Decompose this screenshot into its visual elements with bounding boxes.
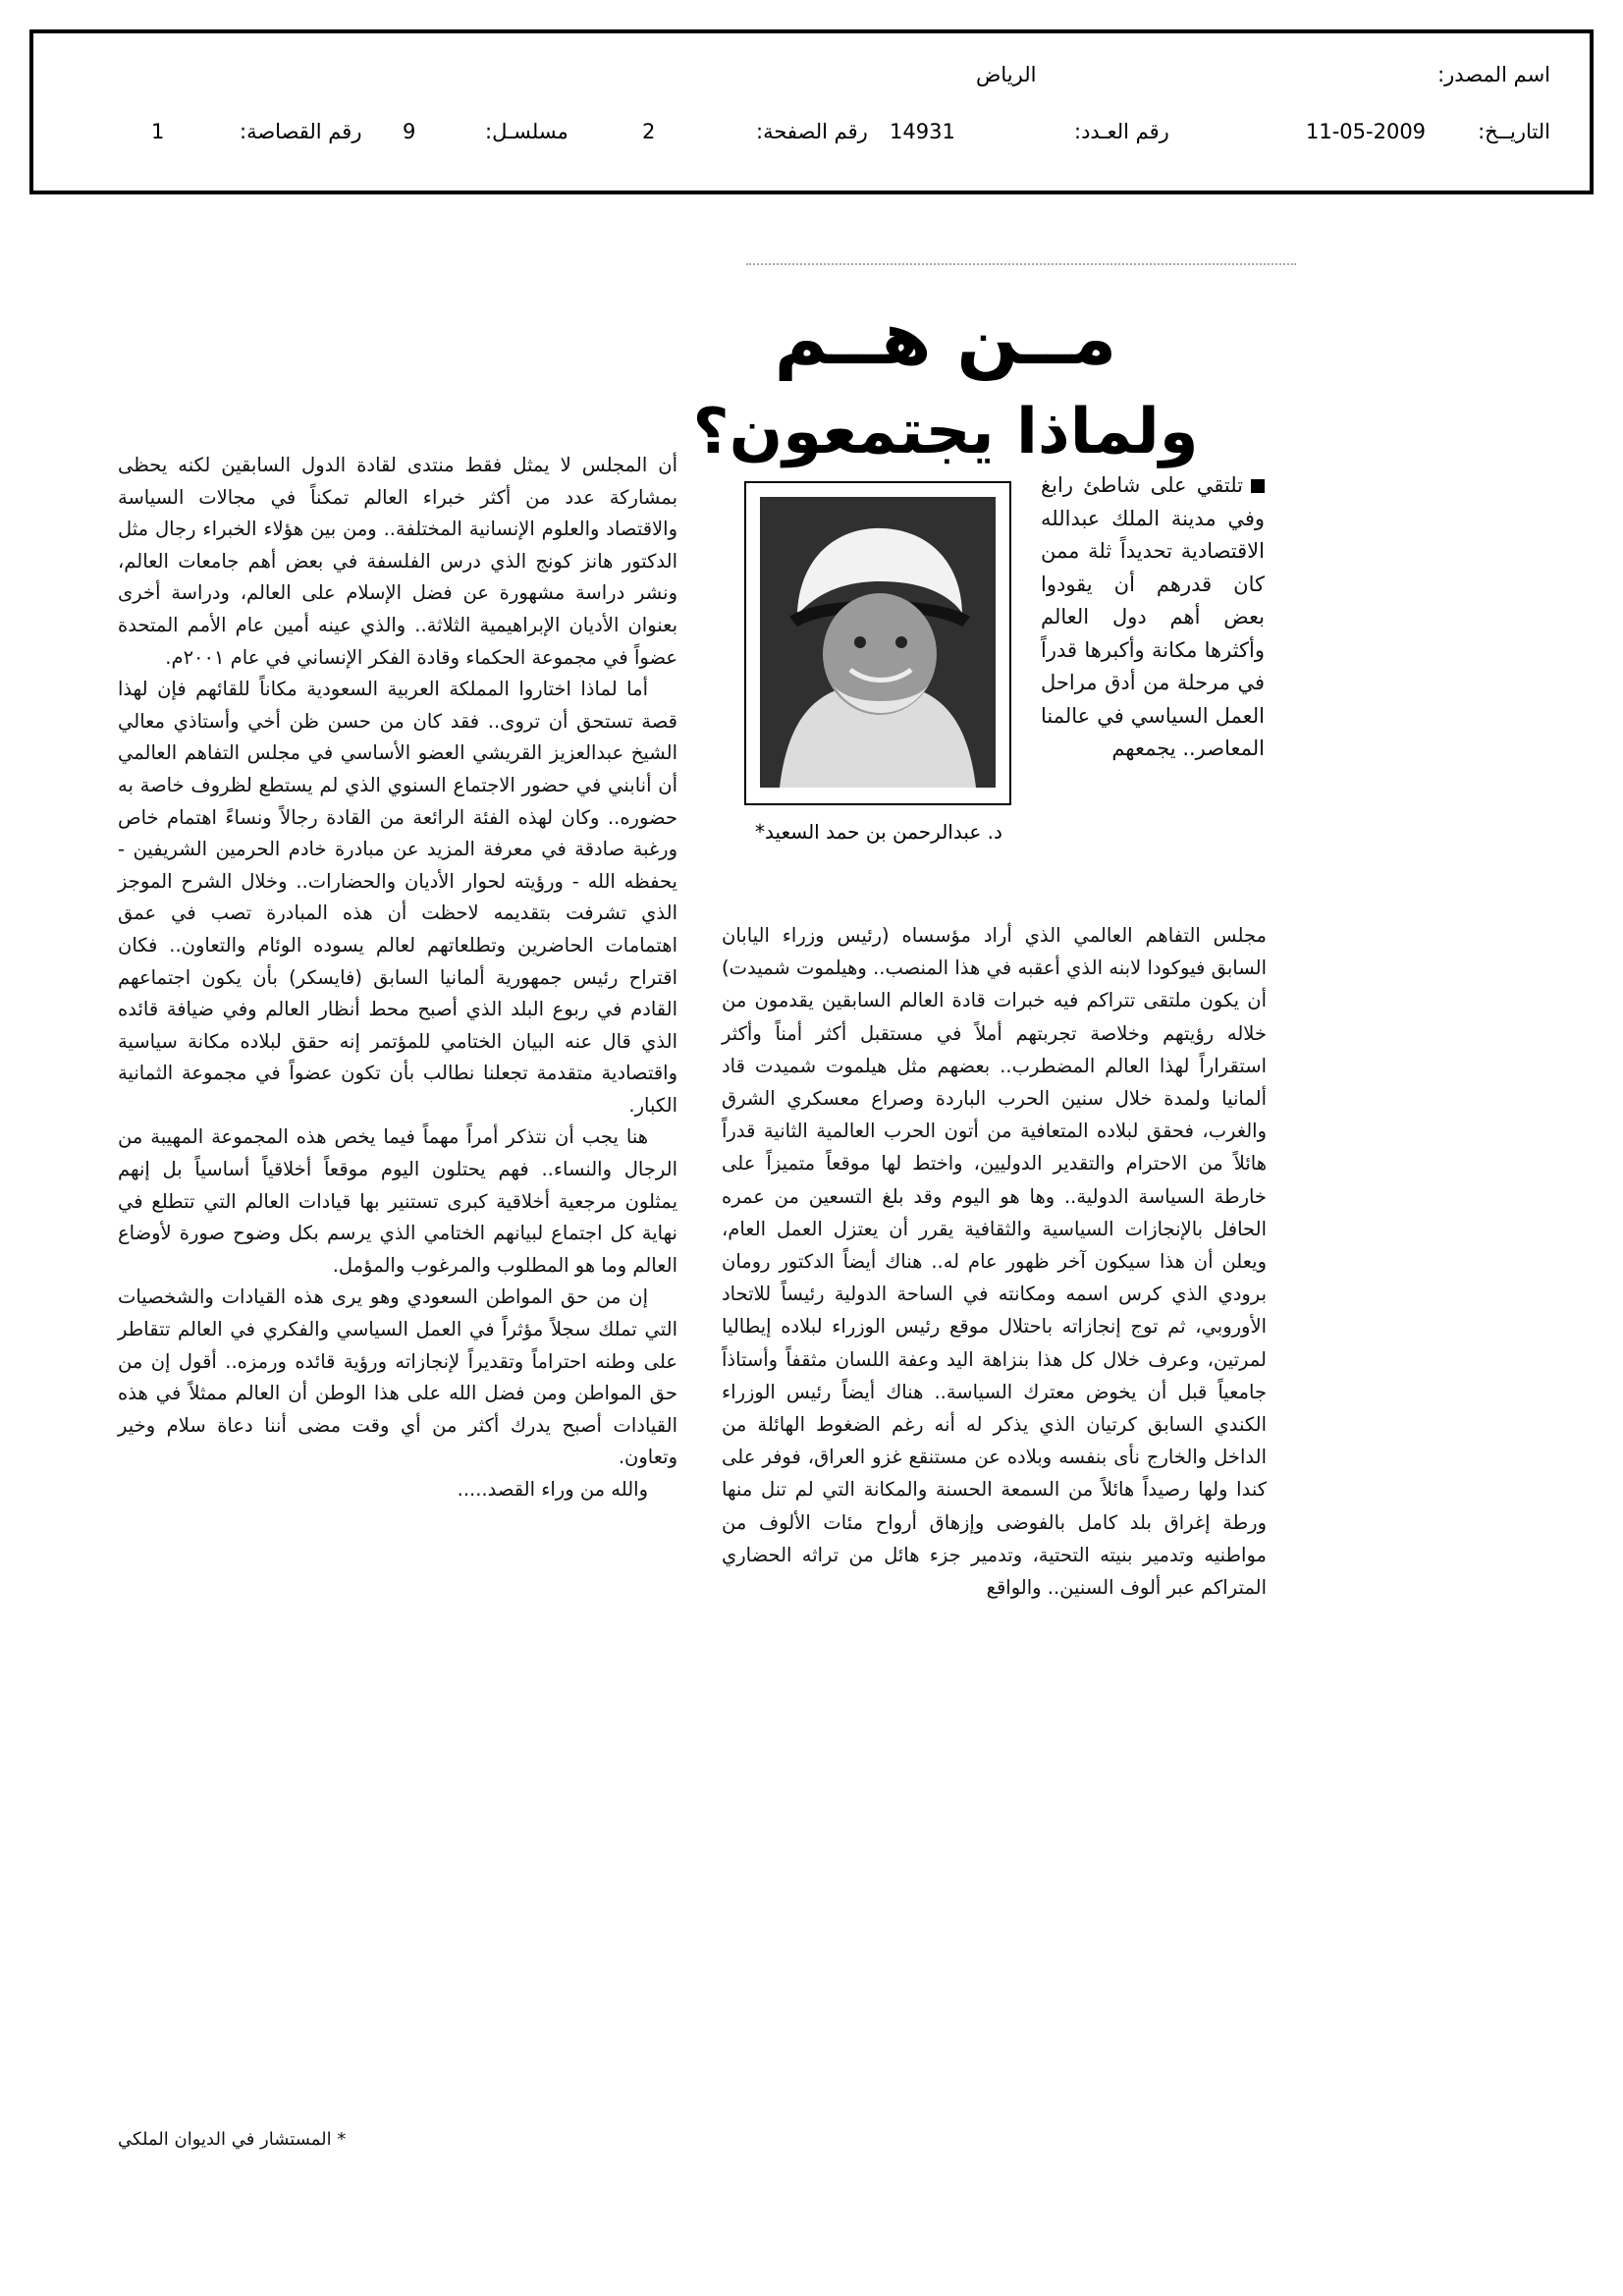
left-paragraph-4: إن من حق المواطن السعودي وهو يرى هذه القيادات والشخصيات التي تملك سجلاً مؤثراً في العمل السياسي والفكري في العالم تتقاطر على وطنه احتراماً وتقديراً لإنجازاته ورؤية قائده ورمزه.. أقول إن من حق المواطن ومن فضل الله على هذا الوطن أن العالم ممثلاً في هذه القيادات أصبح يدرك أكثر من أي وقت مضى أننا دعاة سلام وخير وتعاون.	[118, 1285, 677, 1469]
article-title	[690, 290, 1201, 476]
issue-label: رقم العـدد:	[1074, 120, 1169, 143]
clipping-header-box	[29, 29, 1594, 194]
bullet-icon	[1251, 479, 1265, 493]
date-label: التاريــخ:	[1478, 120, 1550, 143]
author-name: د. عبدالرحمن بن حمد السعيد*	[755, 820, 1002, 844]
page-value: 2	[642, 120, 656, 143]
clip-value: 1	[151, 120, 165, 143]
author-photo	[760, 497, 996, 788]
issue-value: 14931	[890, 120, 955, 143]
middle-column	[722, 919, 1267, 1604]
closing-line: والله من وراء القصد.....	[457, 1478, 648, 1501]
title-line-1: مــن هــم	[774, 297, 1117, 381]
source-label: اسم المصدر:	[1437, 63, 1550, 86]
top-divider	[746, 263, 1296, 265]
serial-value: 9	[403, 120, 416, 143]
title-line-2: ولماذا يجتمعون؟	[692, 396, 1199, 468]
middle-column-text: مجلس التفاهم العالمي الذي أراد مؤسساه (رئيس وزراء اليابان السابق فيوكودا لابنه الذي أعقبه في هذا المنصب.. وهيلموت شميدت) أن يكون ملتقى تتراكم فيه خبرات قادة العالم السابقين يقدمون من خلاله رؤيتهم وخلاصة تجربتهم أملاً في مستقبل أكثر أمناً وأكثر استقراراً لهذا العالم المضطرب.. بعضهم مثل هيلموت شميدت قاد ألمانيا ولمدة خلال سنين الحرب الباردة وصراع معسكري الشرق والغرب، فحقق لبلاده المتعافية من أتون الحرب العالمية الثانية قدراً هائلاً من الاحترام والتقدير الدوليين، واختط لها موقعاً متميزاً على خارطة السياسة الدولية.. وها هو اليوم وقد بلغ التسعين من عمره الحافل بالإنجازات السياسية والثقافية يقرر أن يعتزل العمل العام، ويعلن أن هذا سيكون آخر ظهور عام له.. هناك أيضاً الدكتور رومان برودي الذي كرس اسمه ومكانته في الساحة الدولية رئيساً للاتحاد الأوروبي، ثم توج إنجازاته باحتلال موقع رئيس الوزراء لبلاده إيطاليا لمرتين، وعرف خلال كل هذا بنزاهة اليد وعفة اللسان مثقفاً وأستاذاً جامعياً قبل أن يخوض معترك السياسة.. هناك أيضاً رئيس الوزراء الكندي السابق كرتيان الذي يذكر له أنه رغم الضغوط الهائلة من الداخل والخارج نأى بنفسه وبلاده عن مستنقع غزو العراق، فوفر على كندا ولها رصيداً هائلاً من السمعة الحسنة والمكانة التي لم تنل منها ورطة إغراق بلد كامل بالفوضى وإزهاق أرواح مئات الألوف من مواطنيه وتدمير بنيته التحتية، وتدمير جزء هائل من تراثه الحضاري المتراكم عبر ألوف السنين.. والواقع	[722, 924, 1267, 1600]
author-photo-frame	[744, 481, 1011, 805]
serial-label: مسلسـل:	[485, 120, 568, 143]
author-footnote: * المستشار في الديوان الملكي	[118, 2129, 347, 2150]
intro-text: تلتقي على شاطئ رابغ وفي مدينة الملك عبدالله الاقتصادية تحديداً ثلة ممن كان قدرهم أن يقودوا بعض أهم دول العالم وأكثرها مكانة وأكبرها قدراً في مرحلة من أدق مراحل العمل السياسي في عالمنا المعاصر.. يجمعهم	[1041, 473, 1265, 760]
page-label: رقم الصفحة:	[756, 120, 868, 143]
left-paragraph-3: هنا يجب أن نتذكر أمراً مهماً فيما يخص هذه المجموعة المهيبة من الرجال والنساء.. فهم يحتلون اليوم موقعاً أخلاقياً أساسياً بل إنهم يمثلون مرجعية أخلاقية كبرى تستنير بها قيادات العالم التي تتطلع في نهاية كل اجتماع لبيانهم الختامي الذي يرسم بكل وضوح صورة لأوضاع العالم وما هو المطلوب والمرغوب والمؤمل.	[118, 1125, 677, 1277]
left-paragraph-1: أن المجلس لا يمثل فقط منتدى لقادة الدول السابقين لكنه يحظى بمشاركة عدد من أكثر خبراء العالم تمكناً في مجالات السياسة والاقتصاد والعلوم الإنسانية المختلفة.. ومن بين هؤلاء الخبراء رجال مثل الدكتور هانز كونج الذي درس الفلسفة في بعض أهم جامعات العالم، ونشر دراسة مشهورة عن فضل الإسلام على العالم، ودراسة أخرى بعنوان الأديان الإبراهيمية الثلاثة.. والذي عينه أمين عام الأمم المتحدة عضواً في مجموعة الحكماء وقادة الفكر الإنساني في عام ٢٠٠١م.	[118, 454, 677, 669]
left-paragraph-2: أما لماذا اختاروا المملكة العربية السعودية مكاناً للقائهم فإن لهذا قصة تستحق أن تروى.. فقد كان من حسن ظن أخي وأستاذي معالي الشيخ عبدالعزيز القريشي العضو الأساسي في مجلس التفاهم العالمي أن أنابني في حضور الاجتماع السنوي الذي لم يستطع لظروف خاصة به حضوره.. وكان لهذه الفئة الرائعة من القادة رجالاً ونساءً اهتمام خاص ورغبة صادقة في معرفة المزيد عن مبادرة خادم الحرمين الشريفين - يحفظه الله - ورؤيته لحوار الأديان والحضارات.. وخلال الشرح الموجز الذي تشرفت بتقديمه لاحظت أن هذه المبادرة تصب في عمق اهتمامات الحاضرين وتطلعاتهم لعالم يسوده الوئام والتعاون.. فكان اقتراح رئيس جمهورية ألمانيا السابق (فايسكر) بأن يكون اجتماعهم القادم في ربوع البلد الذي أصبح محط أنظار العالم وفي ضيافة قائده الذي قال عنه البيان الختامي للمؤتمر إنه حقق لبلاده مكانة سياسية واقتصادية متقدمة تجعلنا نطالب بأن تكون عضواً في مجموعة الثمانية الكبار.	[118, 678, 677, 1117]
source-value: الرياض	[976, 63, 1037, 86]
intro-column	[1041, 469, 1265, 766]
date-value: 11-05-2009	[1306, 120, 1427, 143]
clip-label: رقم القصاصة:	[240, 120, 362, 143]
portrait-image	[760, 497, 996, 788]
left-column	[118, 450, 677, 1506]
